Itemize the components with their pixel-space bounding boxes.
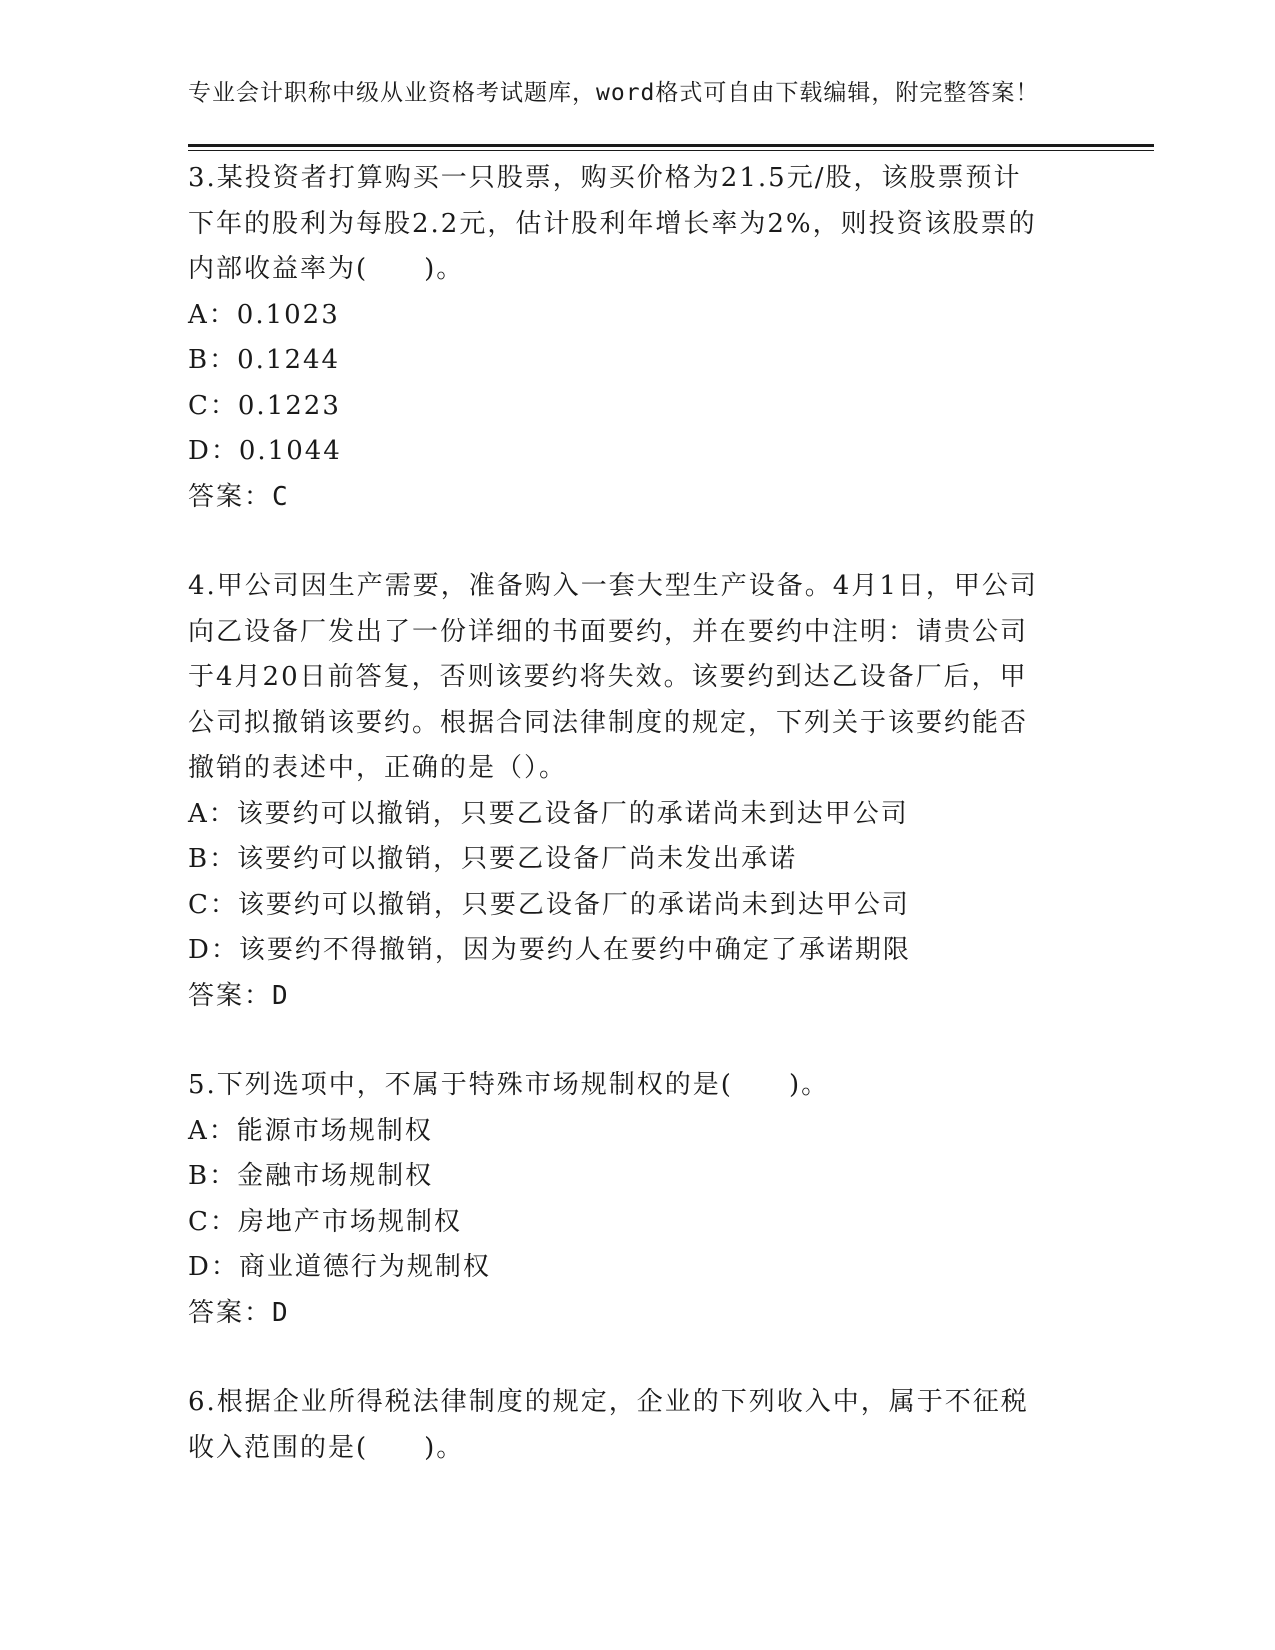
question-text: 内部收益率为( )。 [188,254,465,284]
question-text: 下年的股利为每股2.2元，估计股利年增长率为2%，则投资该股票的 [188,208,1037,239]
question-text: 6.根据企业所得税法律制度的规定，企业的下列收入中，属于不征税 [188,1387,1029,1417]
question-spacer [188,1336,1088,1380]
option-b: B：0.1244 [188,345,341,375]
answer: 答案：D [188,980,290,1011]
answer: 答案：C [188,481,290,512]
question-text: 4.甲公司因生产需要，准备购入一套大型生产设备。4月1日，甲公司 [188,571,1038,601]
question-6 [188,1380,1088,1471]
option-a: A：0.1023 [188,299,340,330]
option-a: A：能源市场规制权 [188,1115,433,1146]
question-5 [188,1063,1088,1336]
header-divider [188,144,1154,147]
question-3 [188,156,1088,520]
question-text: 收入范围的是( )。 [188,1432,465,1463]
option-c: C：房地产市场规制权 [188,1206,462,1237]
question-text: 于4月20日前答复，否则该要约将失效。该要约到达乙设备厂后，甲 [188,662,1028,692]
option-c: C：该要约可以撤销，只要乙设备厂的承诺尚未到达甲公司 [188,889,910,920]
option-a: A：该要约可以撤销，只要乙设备厂的承诺尚未到达甲公司 [188,798,909,829]
option-b: B：金融市场规制权 [188,1161,434,1191]
question-text: 5.下列选项中，不属于特殊市场规制权的是( )。 [188,1070,830,1100]
option-d: D：该要约不得撤销，因为要约人在要约中确定了承诺期限 [188,935,911,965]
option-c: C：0.1223 [188,390,341,421]
question-text: 3.某投资者打算购买一只股票，购买价格为21.5元/股，该股票预计 [188,163,1022,193]
answer: 答案：D [188,1297,290,1328]
question-text: 向乙设备厂发出了一份详细的书面要约，并在要约中注明：请贵公司 [188,616,1029,647]
option-d: D：商业道德行为规制权 [188,1252,491,1282]
option-b: B：该要约可以撤销，只要乙设备厂尚未发出承诺 [188,844,798,874]
question-list [188,156,1088,1471]
option-d: D：0.1044 [188,436,342,466]
header-divider-thin [188,150,1154,151]
question-text: 撤销的表述中，正确的是（）。 [188,753,568,783]
question-text: 公司拟撤销该要约。根据合同法律制度的规定，下列关于该要约能否 [188,707,1029,738]
question-spacer [188,1019,1088,1063]
question-spacer [188,520,1088,564]
question-4 [188,564,1088,1019]
page-header: 专业会计职称中级从业资格考试题库，word格式可自由下载编辑，附完整答案！ [188,80,1040,106]
